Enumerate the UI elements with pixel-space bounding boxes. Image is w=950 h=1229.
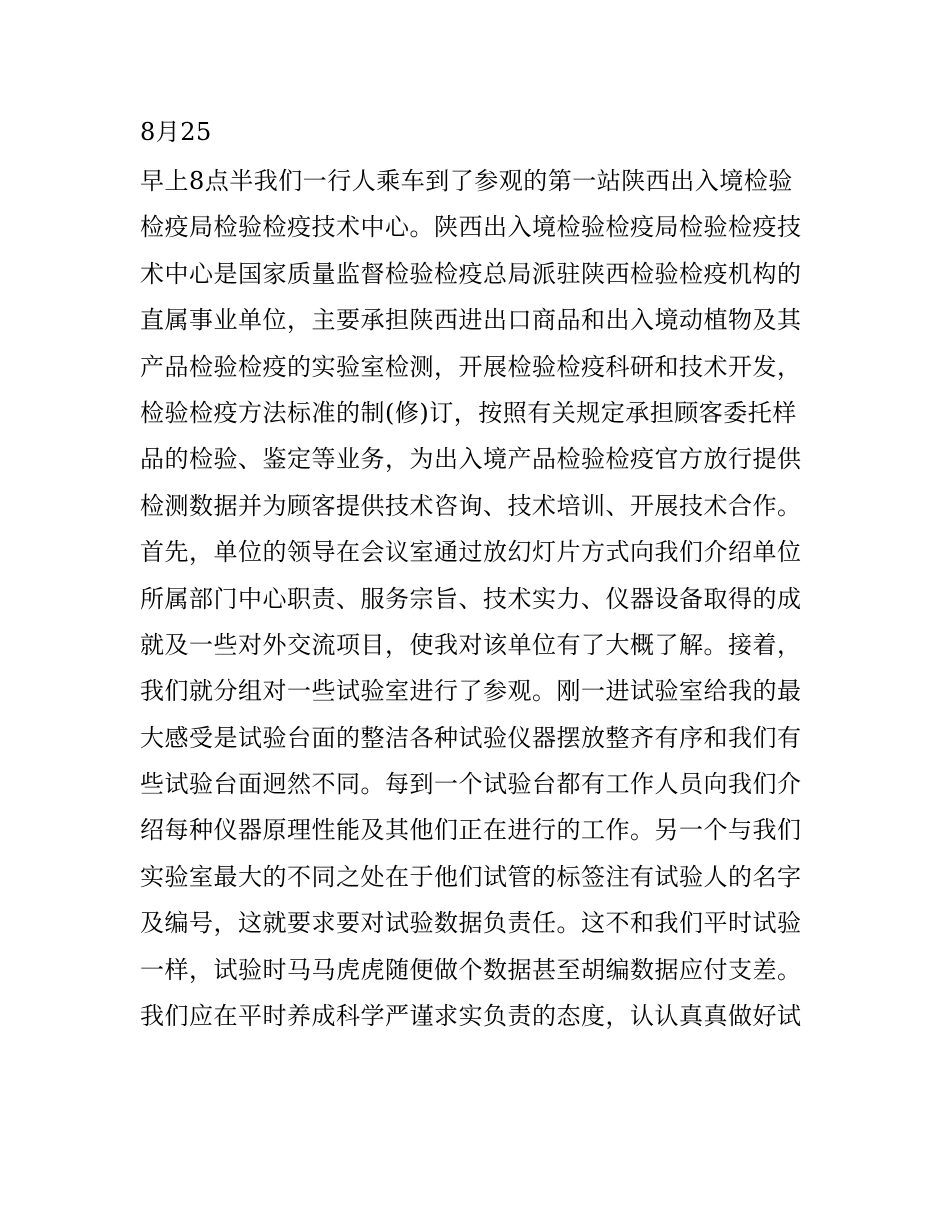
text-line: 品的检验、鉴定等业务，为出入境产品检验检疫官方放行提供 bbox=[140, 445, 802, 474]
text-line: 一样，试验时马马虎虎随便做个数据甚至胡编数据应付支差。 bbox=[140, 955, 802, 984]
text-line: 检疫局检验检疫技术中心。陕西出入境检验检疫局检验检疫技 bbox=[140, 213, 802, 242]
text-line: 我们应在平时养成科学严谨求实负责的态度，认认真真做好试 bbox=[140, 1002, 802, 1031]
text-line: 产品检验检疫的实验室检测，开展检验检疫科研和技术开发， bbox=[140, 352, 802, 381]
document-body bbox=[140, 112, 820, 1039]
text-line: 首先，单位的领导在会议室通过放幻灯片方式向我们介绍单位 bbox=[140, 538, 802, 567]
text-line: 检验检疫方法标准的制(修)订，按照有关规定承担顾客委托样 bbox=[140, 398, 797, 427]
text-line: 实验室最大的不同之处在于他们试管的标签注有试验人的名字 bbox=[140, 862, 802, 891]
text-line: 检测数据并为顾客提供技术咨询、技术培训、开展技术合作。 bbox=[140, 491, 802, 520]
text-line: 所属部门中心职责、服务宗旨、技术实力、仪器设备取得的成 bbox=[140, 584, 802, 613]
text-line: 就及一些对外交流项目，使我对该单位有了大概了解。接着， bbox=[140, 630, 802, 659]
text-line: 及编号，这就要求要对试验数据负责任。这不和我们平时试验 bbox=[140, 909, 802, 938]
text-line: 术中心是国家质量监督检验检疫总局派驻陕西检验检疫机构的 bbox=[140, 259, 802, 288]
text-line: 我们就分组对一些试验室进行了参观。刚一进试验室给我的最 bbox=[140, 677, 802, 706]
text-line: 大感受是试验台面的整洁各种试验仪器摆放整齐有序和我们有 bbox=[140, 723, 802, 752]
text-line: 绍每种仪器原理性能及其他们正在进行的工作。另一个与我们 bbox=[140, 816, 802, 845]
text-line: 些试验台面迥然不同。每到一个试验台都有工作人员向我们介 bbox=[140, 770, 802, 799]
text-line: 早上8点半我们一行人乘车到了参观的第一站陕西出入境检验 bbox=[140, 167, 793, 195]
date-heading: 8月25 bbox=[140, 118, 212, 146]
text-line: 直属事业单位，主要承担陕西进出口商品和出入境动植物及其 bbox=[140, 306, 802, 335]
